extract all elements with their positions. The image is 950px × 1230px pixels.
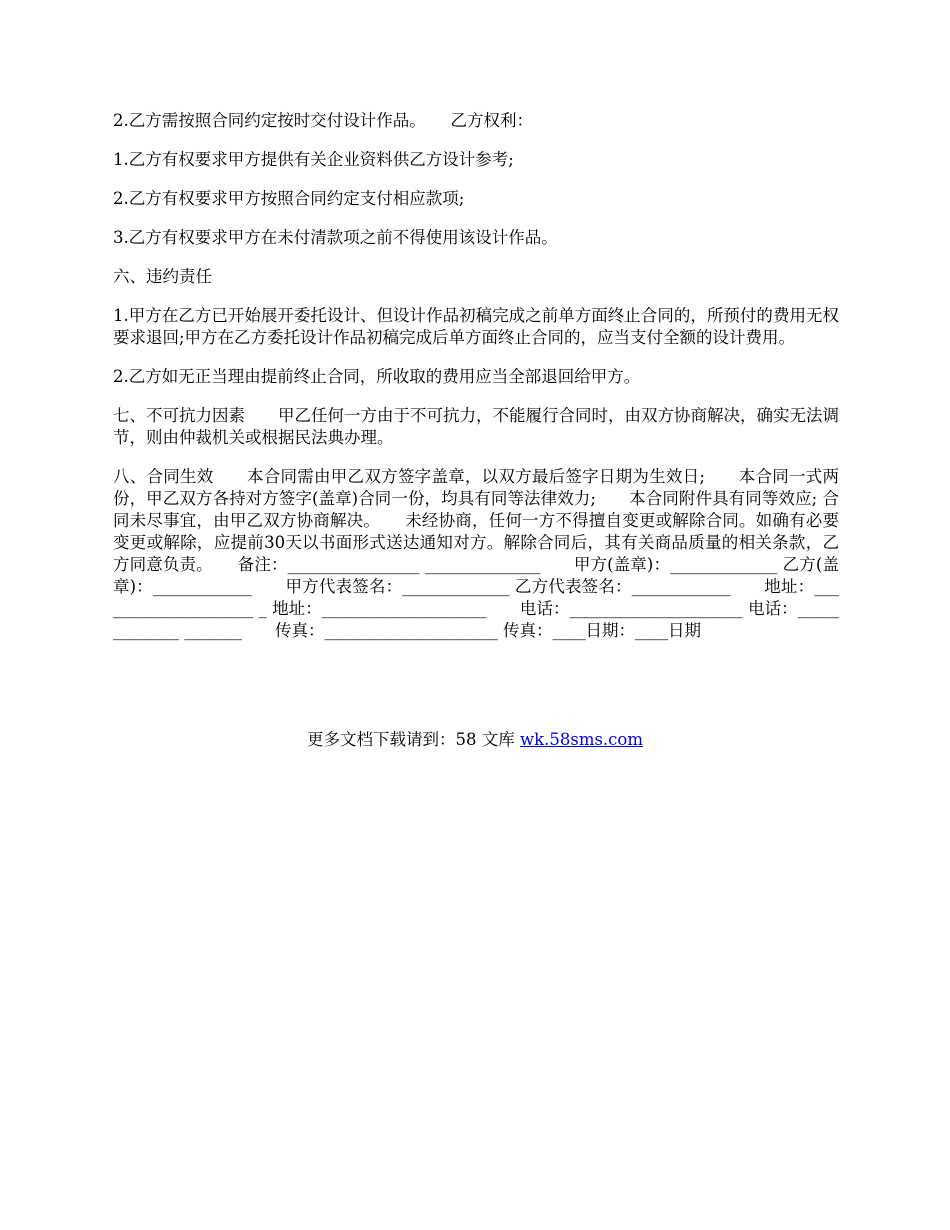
paragraph-force-majeure: 七、不可抗力因素 甲乙任何一方由于不可抗力，不能履行合同时，由双方协商解决，确实无法调节，则由仲裁机关或根据民法典办理。 bbox=[113, 406, 839, 447]
footer-prefix: 更多文档下载请到：58 文库 bbox=[306, 730, 520, 749]
paragraph-delivery-rights: 2.乙方需按照合同约定按时交付设计作品。 乙方权利： bbox=[113, 111, 533, 130]
paragraph-breach-2: 2.乙方如无正当理由提前终止合同，所收取的费用应当全部退回给甲方。 bbox=[113, 367, 641, 386]
footer-link[interactable]: wk.58sms.com bbox=[519, 730, 643, 749]
paragraph-right-2: 2.乙方有权要求甲方按照合同约定支付相应款项; bbox=[113, 189, 465, 208]
section-heading-breach: 六、违约责任 bbox=[113, 267, 212, 286]
paragraph-contract-effect-and-signatures: 八、合同生效 本合同需由甲乙双方签字盖章，以双方最后签字日期为生效日; 本合同一式两份，甲乙双方各持对方签字(盖章)合同一份，均具有同等法律效力; 本合同附件具有同等效应; 合同未尽事宜，由甲乙双方协商解决。 未经协商，任何一方不得擅自变更或解除合同。如确有必要变更或解除，应提前30天以书面形式送达通知对方。解除合同后，其有关商品质量的相关条款，乙方同意负责。 备注：________________ ______________ 甲方(盖章)：_____________ 乙方(盖章)：____________ 甲方代表签名：_____________ 乙方代表签名：____________ 地址：____________________ _ 地址：____________________ 电话：_____________________ 电话：_____________ _______ 传真：_____________________ 传真：____日期：____日期 bbox=[113, 467, 839, 640]
document-body bbox=[113, 110, 839, 659]
paragraph-right-1: 1.乙方有权要求甲方提供有关企业资料供乙方设计参考; bbox=[113, 150, 514, 169]
paragraph-right-3: 3.乙方有权要求甲方在未付清款项之前不得使用该设计作品。 bbox=[113, 228, 558, 247]
download-footer bbox=[0, 729, 950, 751]
paragraph-breach-1: 1.甲方在乙方已开始展开委托设计、但设计作品初稿完成之前单方面终止合同的，所预付的费用无权要求退回;甲方在乙方委托设计作品初稿完成后单方面终止合同的，应当支付全额的设计费用。 bbox=[113, 306, 839, 347]
